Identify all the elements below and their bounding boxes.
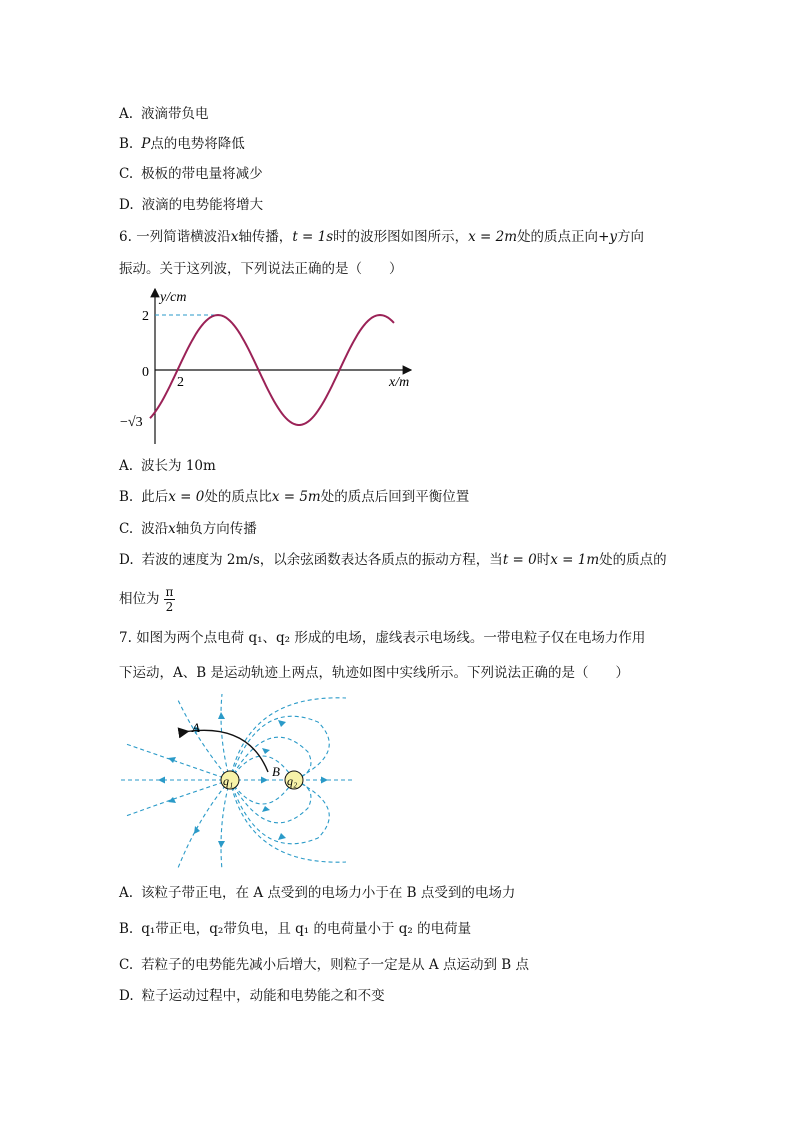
q7-stem-line1: 7. 如图为两个点电荷 q₁、q₂ 形成的电场，虚线表示电场线。一带电粒子仅在电场力作用: [119, 630, 646, 646]
y-axis-label: y/cm: [160, 290, 187, 305]
q6-option-d: D. 若波的速度为 2m/s，以余弦函数表达各质点的振动方程，当t = 0时x = 1m处的质点的: [119, 552, 667, 568]
q7-field-diagram: [118, 692, 354, 872]
y-max-label: 2: [142, 309, 149, 324]
point-b-label: B: [272, 764, 280, 779]
q7-option-b: B. q₁带正电，q₂带负电，且 q₁ 的电荷量小于 q₂ 的电荷量: [119, 921, 472, 937]
q7-option-a: A. 该粒子带正电，在 A 点受到的电场力小于在 B 点受到的电场力: [119, 885, 516, 901]
y-min-label: −√3: [120, 415, 143, 430]
phase-fraction: $\frac{\pi}{2}$: [165, 585, 174, 614]
q5-option-c: C. 极板的带电量将减少: [119, 166, 263, 182]
origin-label: 0: [142, 365, 149, 380]
q6-option-c: C. 波沿x轴负方向传播: [119, 521, 257, 537]
point-a-label: A: [192, 720, 200, 735]
charge-q1-label: q₁: [223, 774, 234, 788]
x-tick-label: 2: [177, 375, 184, 390]
q7-option-d: D. 粒子运动过程中，动能和电势能之和不变: [119, 988, 385, 1004]
q5-option-b: B. P点的电势将降低: [119, 136, 245, 152]
q6-stem-line2: 振动。关于这列波，下列说法正确的是（ ）: [119, 261, 403, 277]
q7-option-c: C. 若粒子的电势能先减小后增大，则粒子一定是从 A 点运动到 B 点: [119, 957, 529, 973]
q6-option-a: A. 波长为 10m: [119, 458, 216, 474]
q6-wave-graph: [118, 284, 428, 449]
q6-option-d-line2: 相位为 $\frac{\pi}{2}$: [119, 585, 174, 614]
q7-stem-line2: 下运动，A、B 是运动轨迹上两点，轨迹如图中实线所示。下列说法正确的是（ ）: [119, 665, 629, 681]
q5-option-a: A. 液滴带负电: [119, 106, 209, 122]
q6-stem-line1: 6. 一列简谐横波沿x轴传播，t = 1s时的波形图如图所示，x = 2m处的质点正向+y方向: [119, 229, 645, 245]
q5-option-d: D. 液滴的电势能将增大: [119, 197, 264, 213]
charge-q2-label: q₂: [287, 774, 298, 788]
x-axis-label: x/m: [389, 375, 410, 390]
q6-option-b: B. 此后x = 0处的质点比x = 5m处的质点后回到平衡位置: [119, 489, 470, 505]
